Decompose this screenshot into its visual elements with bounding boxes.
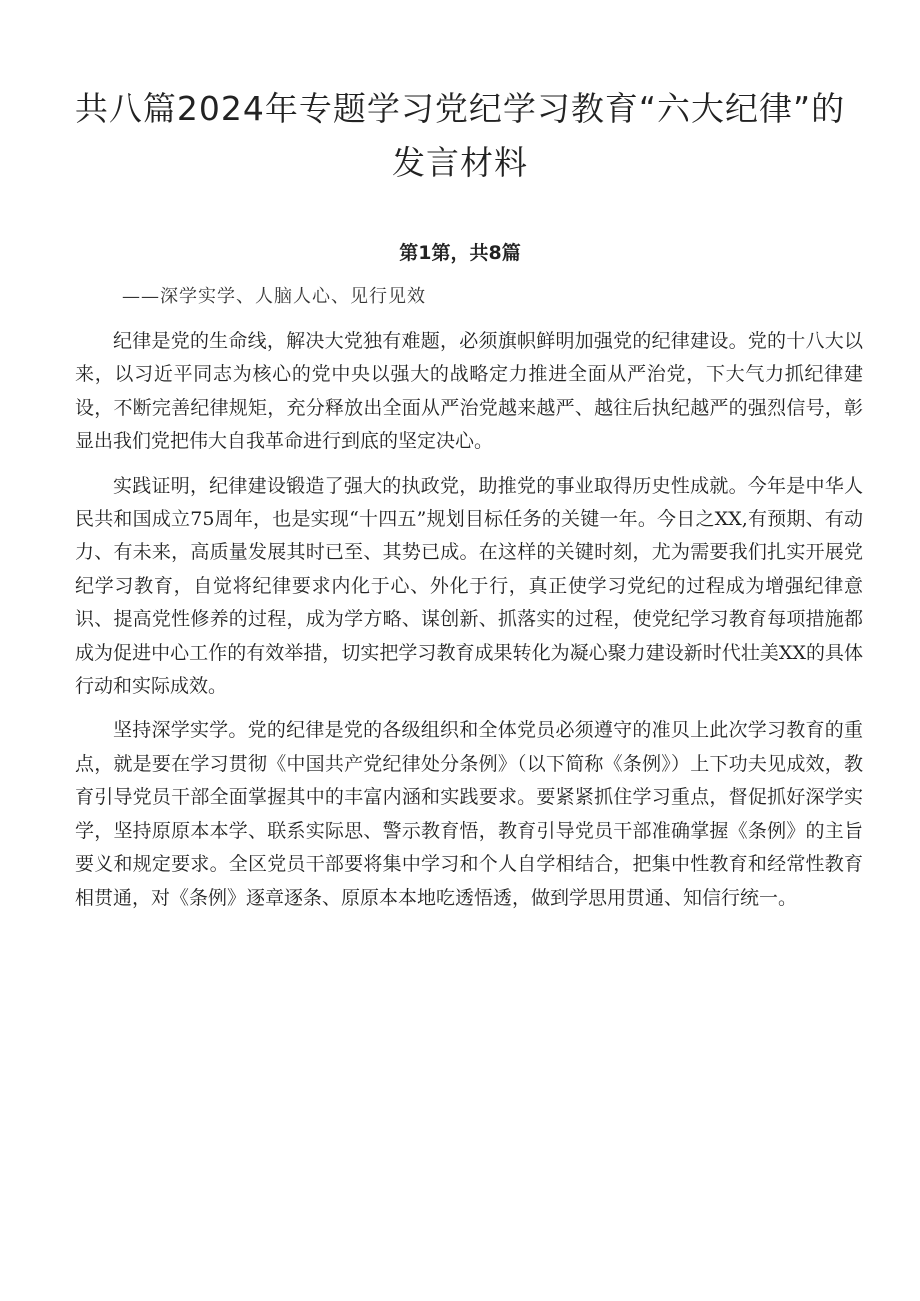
paragraph: 纪律是党的生命线，解决大党独有难题，必须旗帜鲜明加强党的纪律建设。党的十八大以来，以习近平同志为核心的党中央以强大的战略定力推进全面从严治党，下大气力抓纪律建设，不断完善纪律规矩，充分释放出全面从严治党越来越严、越往后执纪越严的强烈信号，彰显出我们党把伟大自我革命进行到底的坚定决心。: [75, 330, 863, 453]
paragraph: 实践证明，纪律建设锻造了强大的执政党，助推党的事业取得历史性成就。今年是中华人民共和国成立75周年，也是实现“十四五”规划目标任务的关键一年。今日之XX,有预期、有动力、有未来，高质量发展其时已至、其势已成。在这样的关键时刻，尤为需要我们扎实开展党纪学习教育，自觉将纪律要求内化于心、外化于行，真正使学习党纪的过程成为增强纪律意识、提高党性修养的过程，成为学方略、谋创新、抓落实的过程，使党纪学习教育每项措施都成为促进中心工作的有效举措，切实把学习教育成果转化为凝心聚力建设新时代壮美XX的具体行动和实际成效。: [75, 474, 863, 698]
document-tagline: ——深学实学、人脑人心、见行见效: [122, 286, 426, 307]
document-title: 共八篇2024年专题学习党纪学习教育“六大纪律”的发言材料: [74, 89, 846, 182]
paragraph: 坚持深学实学。党的纪律是党的各级组织和全体党员必须遵守的准贝上此次学习教育的重点，就是要在学习贯彻《中国共产党纪律处分条例》（以下简称《条例》）上下功夫见成效，教育引导党员干部全面掌握其中的丰富内涵和实践要求。要紧紧抓住学习重点，督促抓好深学实学，坚持原原本本学、联系实际思、警示教育悟，教育引导党员干部准确掌握《条例》的主旨要义和规定要求。全区党员干部要将集中学习和个人自学相结合，把集中性教育和经常性教育相贯通，对《条例》逐章逐条、原原本本地吃透悟透，做到学思用贯通、知信行统一。: [75, 719, 863, 909]
document-body: [75, 325, 863, 915]
document-subtitle: 第1第，共8篇: [399, 242, 521, 264]
